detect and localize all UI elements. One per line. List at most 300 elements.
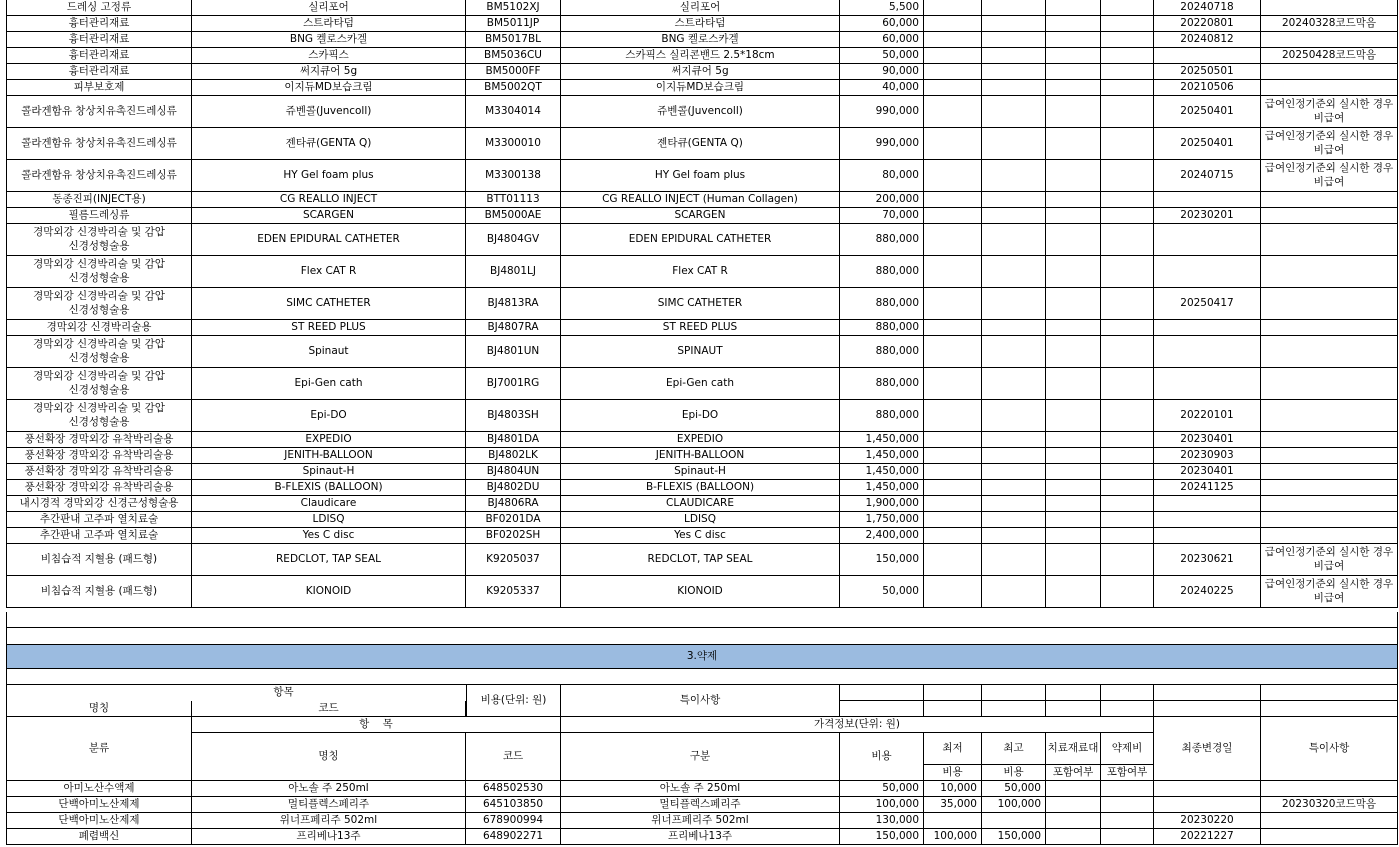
- header-material-sub-label: 포함여부: [1052, 765, 1094, 778]
- cell-last-changed: 20230621: [1154, 544, 1261, 576]
- cell-material: [1046, 512, 1101, 528]
- header-cost-2: [840, 733, 924, 781]
- cell-name: CG REALLO INJECT: [192, 192, 466, 208]
- cell-last-changed: 20230220: [1154, 813, 1261, 829]
- cell-drug: [1101, 528, 1154, 544]
- cell-name: 멀티플렉스페리주: [192, 797, 466, 813]
- cell-last-changed: 20230201: [1154, 208, 1261, 224]
- cell-drug: [1101, 448, 1154, 464]
- cell-drug: [1101, 432, 1154, 448]
- cell-last-changed: 20230903: [1154, 448, 1261, 464]
- cell-note: 20250428코드막음: [1261, 48, 1398, 64]
- cell-cost: 880,000: [840, 336, 924, 368]
- cell-last-changed: [1154, 496, 1261, 512]
- cell-note: [1261, 32, 1398, 48]
- cell-category: 필름드레싱류: [6, 208, 192, 224]
- cell-type: 젠타큐(GENTA Q): [561, 128, 840, 160]
- cell-type: B-FLEXIS (BALLOON): [561, 480, 840, 496]
- cell-code: BJ4803SH: [466, 400, 561, 432]
- cell-note: [1261, 64, 1398, 80]
- cell-min: [924, 400, 982, 432]
- cell-drug: [1101, 336, 1154, 368]
- header-drug-sub-label: 포함여부: [1106, 765, 1148, 778]
- header-drug-sub: [1101, 765, 1154, 781]
- header-cost-2-label: 비용: [871, 749, 892, 762]
- cell-note: 급여인정기준외 실시한 경우 비급여: [1261, 96, 1398, 128]
- cell-category: 추간판내 고주파 열치료술: [6, 512, 192, 528]
- cell-max: [982, 32, 1046, 48]
- cell-last-changed: [1154, 48, 1261, 64]
- empty-cell: [840, 685, 924, 701]
- header-last-changed: [1154, 717, 1261, 781]
- cell-max: [982, 0, 1046, 16]
- cell-cost: 40,000: [840, 80, 924, 96]
- cell-max: [982, 80, 1046, 96]
- cell-last-changed: 20250401: [1154, 96, 1261, 128]
- cell-name: 써지큐어 5g: [192, 64, 466, 80]
- cell-name: 프리베나13주: [192, 829, 466, 845]
- cell-code: 678900994: [466, 813, 561, 829]
- empty-cell: [924, 685, 982, 701]
- cell-category: 흉터관리재료: [6, 32, 192, 48]
- cell-last-changed: 20221227: [1154, 829, 1261, 845]
- cell-min: [924, 576, 982, 608]
- cell-max: [982, 432, 1046, 448]
- cell-max: 150,000: [982, 829, 1046, 845]
- cell-cost: 60,000: [840, 16, 924, 32]
- cell-note: 급여인정기준외 실시한 경우 비급여: [1261, 160, 1398, 192]
- cell-note: [1261, 448, 1398, 464]
- cell-note: [1261, 80, 1398, 96]
- cell-material: [1046, 288, 1101, 320]
- cell-type: EDEN EPIDURAL CATHETER: [561, 224, 840, 256]
- cell-max: [982, 224, 1046, 256]
- cell-material: [1046, 576, 1101, 608]
- cell-cost: 50,000: [840, 781, 924, 797]
- cell-min: 35,000: [924, 797, 982, 813]
- cell-last-changed: [1154, 256, 1261, 288]
- empty-cell: [1046, 701, 1101, 717]
- header-item-label: 항목: [273, 686, 294, 699]
- cell-min: [924, 16, 982, 32]
- cell-last-changed: [1154, 368, 1261, 400]
- cell-material: [1046, 64, 1101, 80]
- cell-material: [1046, 256, 1101, 288]
- cell-category: 단백아미노산제제: [6, 797, 192, 813]
- cell-last-changed: 20240718: [1154, 0, 1261, 16]
- cell-drug: [1101, 160, 1154, 192]
- cell-max: [982, 288, 1046, 320]
- cell-min: [924, 208, 982, 224]
- cell-max: [982, 208, 1046, 224]
- header-price-info: [561, 717, 1154, 733]
- cell-code: BM5017BL: [466, 32, 561, 48]
- header-code-2: [466, 733, 561, 781]
- cell-type: CG REALLO INJECT (Human Collagen): [561, 192, 840, 208]
- cell-material: [1046, 432, 1101, 448]
- cell-type: SCARGEN: [561, 208, 840, 224]
- cell-type: 스카픽스 실리콘밴드 2.5*18cm: [561, 48, 840, 64]
- cell-category: 경막외강 신경박리술 및 감압 신경성형술용: [6, 336, 192, 368]
- cell-min: [924, 480, 982, 496]
- cell-material: [1046, 96, 1101, 128]
- cell-note: 급여인정기준외 실시한 경우 비급여: [1261, 128, 1398, 160]
- cell-name: 위너프페리주 502ml: [192, 813, 466, 829]
- cell-note: 20240328코드막음: [1261, 16, 1398, 32]
- empty-cell: [1101, 701, 1154, 717]
- cell-material: [1046, 224, 1101, 256]
- cell-category: 동종진피(INJECT용): [6, 192, 192, 208]
- cell-drug: [1101, 208, 1154, 224]
- cell-name: BNG 켈로스카겔: [192, 32, 466, 48]
- cell-material: [1046, 496, 1101, 512]
- cell-code: 648502530: [466, 781, 561, 797]
- cell-material: [1046, 16, 1101, 32]
- cell-code: BJ4801UN: [466, 336, 561, 368]
- cell-code: BJ4806RA: [466, 496, 561, 512]
- cell-category: 아미노산수액제: [6, 781, 192, 797]
- cell-type: SIMC CATHETER: [561, 288, 840, 320]
- cell-last-changed: [1154, 797, 1261, 813]
- cell-min: [924, 368, 982, 400]
- cell-material: [1046, 208, 1101, 224]
- cell-last-changed: 20240812: [1154, 32, 1261, 48]
- cell-min: [924, 464, 982, 480]
- cell-code: BF0201DA: [466, 512, 561, 528]
- cell-note: [1261, 464, 1398, 480]
- cell-material: [1046, 528, 1101, 544]
- header-name-2: [192, 733, 466, 781]
- cell-max: [982, 512, 1046, 528]
- header-note-label: 특이사항: [679, 693, 721, 706]
- cell-min: [924, 512, 982, 528]
- cell-material: [1046, 128, 1101, 160]
- cell-name: Flex CAT R: [192, 256, 466, 288]
- header-max-sub-label: 비용: [1003, 765, 1024, 778]
- cell-type: EXPEDIO: [561, 432, 840, 448]
- cell-category: 비침습적 지혈용 (패드형): [6, 576, 192, 608]
- header-code: [192, 701, 466, 717]
- cell-type: 스트라타덤: [561, 16, 840, 32]
- cell-code: BJ4807RA: [466, 320, 561, 336]
- cell-max: [982, 320, 1046, 336]
- cell-category: 흉터관리재료: [6, 48, 192, 64]
- cell-cost: 880,000: [840, 224, 924, 256]
- cell-type: 아노솔 주 250ml: [561, 781, 840, 797]
- cell-material: [1046, 48, 1101, 64]
- cell-max: [982, 128, 1046, 160]
- cell-type: Epi-DO: [561, 400, 840, 432]
- cell-max: 50,000: [982, 781, 1046, 797]
- cell-type: 쥬벤콜(Juvencoll): [561, 96, 840, 128]
- cell-name: SIMC CATHETER: [192, 288, 466, 320]
- cell-category: 풍선확장 경막외강 유착박리술용: [6, 432, 192, 448]
- cell-category: 경막외강 신경박리술 및 감압 신경성형술용: [6, 288, 192, 320]
- cell-type: 멀티플렉스페리주: [561, 797, 840, 813]
- cell-name: JENITH-BALLOON: [192, 448, 466, 464]
- empty-cell: [1046, 685, 1101, 701]
- cell-code: K9205337: [466, 576, 561, 608]
- cell-last-changed: 20240715: [1154, 160, 1261, 192]
- cell-name: SCARGEN: [192, 208, 466, 224]
- cell-max: [982, 16, 1046, 32]
- cell-last-changed: [1154, 512, 1261, 528]
- cell-code: M3300138: [466, 160, 561, 192]
- header-type: [561, 733, 840, 781]
- empty-cell: [924, 701, 982, 717]
- cell-name: Spinaut-H: [192, 464, 466, 480]
- cell-cost: 880,000: [840, 256, 924, 288]
- cell-category: 경막외강 신경박리술 및 감압 신경성형술용: [6, 224, 192, 256]
- cell-min: [924, 224, 982, 256]
- cell-material: [1046, 400, 1101, 432]
- cell-min: 10,000: [924, 781, 982, 797]
- cell-category: 피부보호제: [6, 80, 192, 96]
- cell-material: [1046, 813, 1101, 829]
- cell-last-changed: 20230401: [1154, 432, 1261, 448]
- header-cost-label: 비용(단위: 원): [480, 693, 547, 706]
- cell-cost: 1,450,000: [840, 464, 924, 480]
- cell-drug: [1101, 320, 1154, 336]
- cell-material: [1046, 32, 1101, 48]
- header-max-sub: [982, 765, 1046, 781]
- cell-drug: [1101, 192, 1154, 208]
- cell-name: 스트라타덤: [192, 16, 466, 32]
- cell-category: 흉터관리재료: [6, 16, 192, 32]
- cell-min: [924, 288, 982, 320]
- header-item-span: [192, 717, 561, 733]
- cell-drug: [1101, 32, 1154, 48]
- cell-max: [982, 464, 1046, 480]
- cell-category: 경막외강 신경박리술용: [6, 320, 192, 336]
- cell-material: [1046, 0, 1101, 16]
- cell-max: [982, 528, 1046, 544]
- cell-name: 실리포어: [192, 0, 466, 16]
- cell-code: K9205037: [466, 544, 561, 576]
- cell-max: [982, 480, 1046, 496]
- cell-last-changed: [1154, 224, 1261, 256]
- cell-drug: [1101, 288, 1154, 320]
- cell-min: [924, 496, 982, 512]
- empty-cell: [1261, 701, 1398, 717]
- header-min: [924, 733, 982, 765]
- header-note: [561, 685, 840, 717]
- cell-material: [1046, 80, 1101, 96]
- cell-last-changed: 20250501: [1154, 64, 1261, 80]
- cell-category: 풍선확장 경막외강 유착박리술용: [6, 448, 192, 464]
- cell-drug: [1101, 781, 1154, 797]
- empty-cell: [1154, 685, 1261, 701]
- cell-max: [982, 336, 1046, 368]
- cell-last-changed: [1154, 336, 1261, 368]
- cell-type: Epi-Gen cath: [561, 368, 840, 400]
- cell-category: 폐렴백신: [6, 829, 192, 845]
- cell-code: BM5011JP: [466, 16, 561, 32]
- cell-code: 648902271: [466, 829, 561, 845]
- cell-code: BM5102XJ: [466, 0, 561, 16]
- cell-type: JENITH-BALLOON: [561, 448, 840, 464]
- cell-type: LDISQ: [561, 512, 840, 528]
- cell-drug: [1101, 0, 1154, 16]
- cell-min: [924, 32, 982, 48]
- cell-min: [924, 432, 982, 448]
- cell-cost: 100,000: [840, 797, 924, 813]
- cell-type: 이지듀MD보습크림: [561, 80, 840, 96]
- cell-last-changed: [1154, 781, 1261, 797]
- cell-min: [924, 528, 982, 544]
- header-last-changed-label: 최종변경일: [1181, 741, 1233, 754]
- cell-note: [1261, 320, 1398, 336]
- cell-cost: 5,500: [840, 0, 924, 16]
- cell-category: 콜라겐함유 창상치유촉진드레싱류: [6, 96, 192, 128]
- cell-last-changed: 20250401: [1154, 128, 1261, 160]
- cell-category: 경막외강 신경박리술 및 감압 신경성형술용: [6, 400, 192, 432]
- cell-max: [982, 368, 1046, 400]
- header-max-label: 최고: [1003, 741, 1024, 754]
- cell-last-changed: 20210506: [1154, 80, 1261, 96]
- cell-note: [1261, 496, 1398, 512]
- cell-drug: [1101, 464, 1154, 480]
- cell-name: Spinaut: [192, 336, 466, 368]
- cell-type: ST REED PLUS: [561, 320, 840, 336]
- cell-max: [982, 813, 1046, 829]
- cell-code: BM5036CU: [466, 48, 561, 64]
- cell-type: SPINAUT: [561, 336, 840, 368]
- cell-drug: [1101, 128, 1154, 160]
- cell-min: [924, 544, 982, 576]
- cell-note: [1261, 781, 1398, 797]
- cell-cost: 880,000: [840, 368, 924, 400]
- cell-name: HY Gel foam plus: [192, 160, 466, 192]
- cell-name: KIONOID: [192, 576, 466, 608]
- cell-drug: [1101, 544, 1154, 576]
- cell-note: [1261, 813, 1398, 829]
- cell-cost: 880,000: [840, 400, 924, 432]
- cell-cost: 1,750,000: [840, 512, 924, 528]
- header-min-sub: [924, 765, 982, 781]
- cell-min: [924, 80, 982, 96]
- cell-name: 스카픽스: [192, 48, 466, 64]
- cell-code: BF0202SH: [466, 528, 561, 544]
- cell-code: BJ4804UN: [466, 464, 561, 480]
- cell-min: [924, 64, 982, 80]
- cell-code: 645103850: [466, 797, 561, 813]
- cell-name: B-FLEXIS (BALLOON): [192, 480, 466, 496]
- cell-note: [1261, 192, 1398, 208]
- cell-type: KIONOID: [561, 576, 840, 608]
- cell-cost: 150,000: [840, 544, 924, 576]
- cell-drug: [1101, 400, 1154, 432]
- cell-category: 풍선확장 경막외강 유착박리술용: [6, 464, 192, 480]
- cell-note: 급여인정기준외 실시한 경우 비급여: [1261, 576, 1398, 608]
- header-code-label: 코드: [318, 701, 339, 714]
- cell-min: [924, 160, 982, 192]
- section-title: 3.약제: [686, 649, 718, 662]
- cell-material: [1046, 320, 1101, 336]
- cell-drug: [1101, 48, 1154, 64]
- cell-code: BJ4801DA: [466, 432, 561, 448]
- cell-material: [1046, 464, 1101, 480]
- cell-material: [1046, 160, 1101, 192]
- empty-cell: [982, 701, 1046, 717]
- cell-drug: [1101, 224, 1154, 256]
- cell-max: [982, 256, 1046, 288]
- cell-type: 써지큐어 5g: [561, 64, 840, 80]
- cell-note: [1261, 208, 1398, 224]
- cell-name: 이지듀MD보습크림: [192, 80, 466, 96]
- cell-type: Yes C disc: [561, 528, 840, 544]
- cell-max: [982, 96, 1046, 128]
- cell-max: [982, 544, 1046, 576]
- empty-cell: [840, 701, 924, 717]
- cell-note: [1261, 224, 1398, 256]
- cell-last-changed: [1154, 320, 1261, 336]
- cell-type: 실리포어: [561, 0, 840, 16]
- cell-category: 경막외강 신경박리술 및 감압 신경성형술용: [6, 256, 192, 288]
- cell-note: [1261, 480, 1398, 496]
- cell-drug: [1101, 64, 1154, 80]
- cell-max: [982, 192, 1046, 208]
- cell-last-changed: 20250417: [1154, 288, 1261, 320]
- cell-last-changed: 20230401: [1154, 464, 1261, 480]
- cell-code: BJ4804GV: [466, 224, 561, 256]
- empty-row: [6, 628, 1398, 645]
- section-header: [6, 645, 1398, 669]
- cell-last-changed: 20220801: [1154, 16, 1261, 32]
- header-max: [982, 733, 1046, 765]
- cell-drug: [1101, 797, 1154, 813]
- cell-drug: [1101, 368, 1154, 400]
- cell-cost: 1,450,000: [840, 448, 924, 464]
- cell-type: 위너프페리주 502ml: [561, 813, 840, 829]
- cell-material: [1046, 368, 1101, 400]
- cell-note: [1261, 512, 1398, 528]
- cell-name: Epi-DO: [192, 400, 466, 432]
- cell-cost: 990,000: [840, 128, 924, 160]
- cell-category: 흉터관리재료: [6, 64, 192, 80]
- cell-max: 100,000: [982, 797, 1046, 813]
- cell-type: REDCLOT, TAP SEAL: [561, 544, 840, 576]
- cell-max: [982, 48, 1046, 64]
- cell-material: [1046, 448, 1101, 464]
- cell-code: BM5000FF: [466, 64, 561, 80]
- cell-name: 아노솔 주 250ml: [192, 781, 466, 797]
- cell-drug: [1101, 576, 1154, 608]
- cell-cost: 50,000: [840, 48, 924, 64]
- cell-drug: [1101, 829, 1154, 845]
- cell-note: [1261, 528, 1398, 544]
- cell-last-changed: 20220101: [1154, 400, 1261, 432]
- cell-drug: [1101, 480, 1154, 496]
- cell-name: Epi-Gen cath: [192, 368, 466, 400]
- header-material-label: 치료재료대: [1047, 741, 1099, 754]
- cell-name: REDCLOT, TAP SEAL: [192, 544, 466, 576]
- cell-min: [924, 96, 982, 128]
- empty-cell: [1154, 701, 1261, 717]
- cell-max: [982, 576, 1046, 608]
- header-note-2: [1261, 717, 1398, 781]
- cell-last-changed: [1154, 192, 1261, 208]
- cell-type: CLAUDICARE: [561, 496, 840, 512]
- header-classification-label: 분류: [88, 741, 110, 754]
- header-type-label: 구분: [689, 749, 711, 762]
- empty-cell: [1261, 685, 1398, 701]
- cell-cost: 90,000: [840, 64, 924, 80]
- empty-row: [6, 669, 1398, 685]
- cell-name: LDISQ: [192, 512, 466, 528]
- cell-material: [1046, 480, 1101, 496]
- cell-note: 급여인정기준외 실시한 경우 비급여: [1261, 544, 1398, 576]
